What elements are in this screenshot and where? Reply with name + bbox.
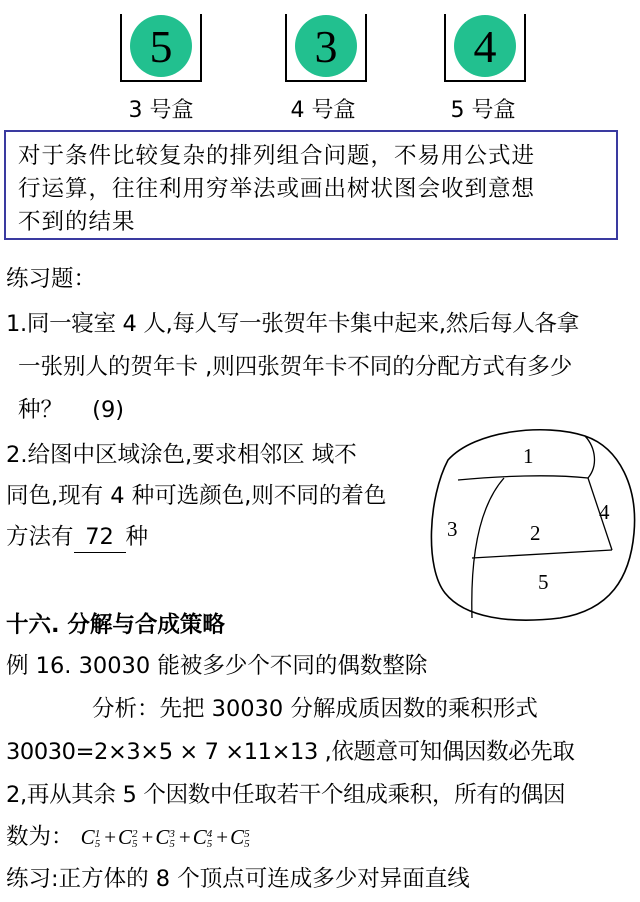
box-3: [120, 14, 202, 82]
region-label-5: 5: [538, 570, 549, 594]
question-2-prefix: 方法有: [6, 524, 74, 550]
question-1-line: 1.同一寝室 4 人,每人写一张贺年卡集中起来,然后每人各拿: [6, 311, 579, 337]
combination-term: C4 5: [192, 825, 213, 851]
plus-sign: +: [141, 825, 154, 849]
practice-line: 练习:正方体的 8 个顶点可连成多少对异面直线: [6, 866, 470, 892]
exercise-heading: 练习题：: [6, 266, 97, 292]
region-label-3: 3: [447, 517, 458, 541]
question-2-answer: 72: [74, 522, 126, 553]
analysis-line: 2,再从其余 5 个因数中任取若干个组成乘积，所有的偶因: [6, 782, 566, 808]
analysis-line: [6, 822, 252, 852]
region-diagram: [420, 418, 640, 630]
region-label-2: 2: [530, 521, 541, 545]
tip-line: 行运算，往往利用穷举法或画出树状图会收到意想: [18, 176, 536, 202]
question-2-line: 2.给图中区域涂色,要求相邻区 域不: [6, 442, 357, 468]
question-2-line: [6, 522, 148, 553]
question-2-line: 同色,现有 4 种可选颜色,则不同的着色: [6, 483, 387, 509]
example-line: 例 16. 30030 能被多少个不同的偶数整除: [6, 653, 428, 679]
analysis-prefix: 数为：: [6, 824, 74, 850]
tip-line: 对于条件比较复杂的排列组合问题，不易用公式进: [18, 143, 536, 169]
analysis-line: 分析：先把 30030 分解成质因数的乘积形式: [92, 696, 538, 722]
combination-term: C2 5: [118, 825, 138, 851]
section-title: 十六. 分解与合成策略: [6, 612, 225, 638]
box-5-label: 5 号盒: [450, 98, 516, 123]
plus-sign: +: [216, 825, 229, 849]
region-boundary: [458, 476, 588, 480]
box-4: [285, 14, 367, 82]
question-1-line: 一张别人的贺年卡 ,则四张贺年卡不同的分配方式有多少: [18, 354, 573, 380]
region-boundary: [585, 436, 594, 478]
question-1-line: [18, 395, 124, 425]
box-3-label: 3 号盒: [128, 98, 194, 123]
question-1-text: 种？: [18, 397, 64, 423]
ball-3: 3: [295, 15, 357, 77]
region-label-1: 1: [523, 444, 534, 468]
combination-term: C5 5: [230, 825, 250, 851]
question-1-answer: (9): [92, 397, 125, 423]
region-boundary: [472, 478, 504, 618]
tip-box: [4, 130, 618, 240]
combination-formula: [81, 825, 252, 849]
analysis-line: 30030=2×3×5 × 7 ×11×13 ,依题意可知偶因数必先取: [6, 739, 575, 765]
box-5: [444, 14, 526, 82]
box-4-label: 4 号盒: [290, 98, 356, 123]
ball-4: 4: [454, 15, 516, 77]
region-boundary: [472, 550, 612, 558]
plus-sign: +: [178, 825, 191, 849]
combination-term: C3 5: [155, 825, 175, 851]
combination-term: C1 5: [80, 825, 101, 851]
tip-line: 不到的结果: [18, 209, 136, 235]
ball-5: 5: [130, 15, 192, 77]
plus-sign: +: [104, 825, 117, 849]
region-label-4: 4: [599, 500, 610, 524]
question-2-suffix: 种: [125, 524, 149, 550]
